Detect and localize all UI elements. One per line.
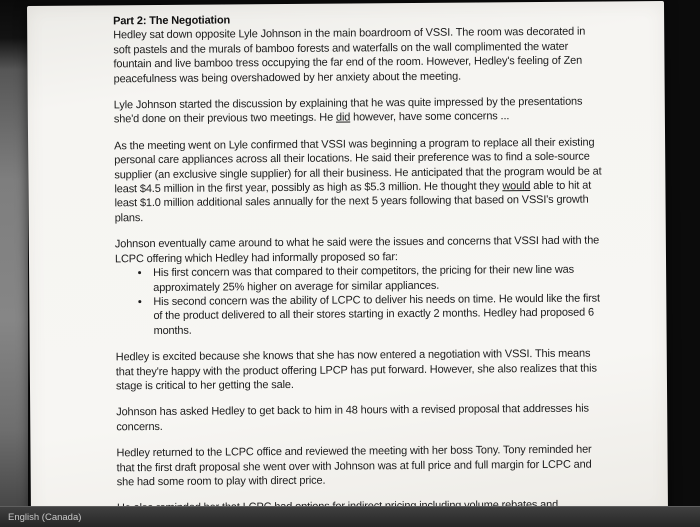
document-page [27,1,668,520]
paragraph-6: Johnson has asked Hedley to get back to him in 48 hours with a revised proposal that addresses his concerns. [116,402,589,434]
document-body [27,1,668,517]
paragraph-3 [114,135,604,225]
underlined-word-would: would [502,180,531,193]
paragraph-3-text-end: able to hit at least $1.0 million additional sales annually for the next 5 years following that based on VSSI's growth plans. [114,179,592,225]
paragraph-2 [114,95,603,128]
paragraph-3-text: As the meeting went on Lyle confirmed that VSSI was beginning a program to replace all their existing personal care appliances across all their locations. He said their preference was to find a sole-source supplier (an exclusive single supplier) for all their business. He anticipated that the program would be at least $4.5 million in the first year, possibly as high as $5.3 million. He thought they [114,136,602,196]
paragraph-5: Hedley is excited because she knows that she has now entered a negotiation with VSSI. This means that they're happy with the product offering LPCP has put forward. However, she also realizes that this stage is critical to her getting the sale. [115,347,597,393]
paragraph-2-text-end: however, have some concerns ... [350,110,510,124]
language-selector[interactable]: English (Canada) [8,511,82,523]
paragraph-7: Hedley returned to the LCPC office and reviewed the meeting with her boss Tony. Tony reminded her that the first draft proposal she went over with Johnson was at full price and full margin for LCPC and she had some room to play with direct price. [116,443,592,489]
paragraph-2-text: Lyle Johnson started the discussion by explaining that he was quite impressed by the presentations she'd done on their previous two meetings. He [113,95,583,126]
bullet-item-first-concern: • His first concern was that compared to their competitors, the pricing for their new line was approximately 25% higher on average for similar appliances. [151,263,604,295]
bullet-item-second-concern: • His second concern was the ability of LCPC to deliver his needs on time. He would like the first of the product delivered to all their stores starting in exactly 2 months. Hedley had proposed 6 months. [151,291,604,338]
paragraph-4: Johnson eventually came around to what he said were the issues and concerns that VSSI had with the LCPC offering which Hedley had informally proposed so far: [114,234,600,266]
status-bar [0,506,700,527]
concerns-bullet-list [115,263,605,339]
photo-left-edge [0,0,28,527]
paragraph-1: Hedley sat down opposite Lyle Johnson in the main boardroom of VSSI. The room was decorated in soft pastels and the murals of bamboo forests and waterfalls on the wall complimented the water fountain and live bamboo tress occupying the far end of the room. However, Hedley's feeling of Zen peacefulness was being overshadowed by her anxiety about the meeting. [113,26,586,85]
underlined-word-did: did [335,111,351,125]
document-heading: Part 2: The Negotiation [113,14,231,28]
